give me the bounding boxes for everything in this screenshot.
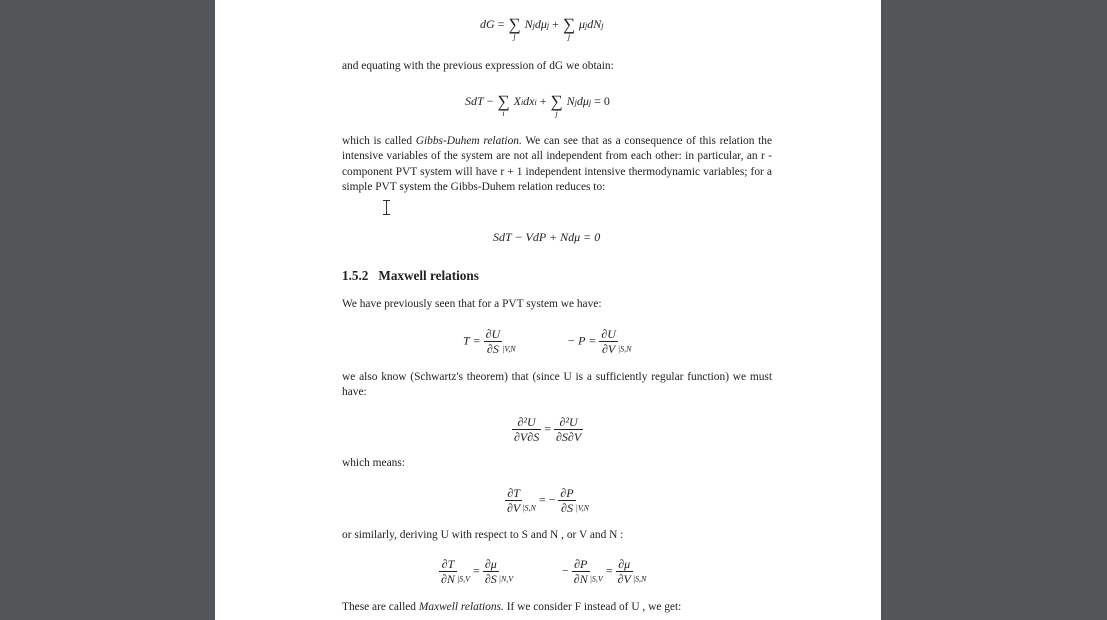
paragraph-schwartz: we also know (Schwartz's theorem) that (since U is a sufficiently regular function) we must have: bbox=[342, 371, 772, 398]
summation-symbol: ∑ j bbox=[562, 15, 575, 41]
equation-sdt: SdT − ∑ i Xidxi + ∑ j Njdμj = 0 bbox=[465, 92, 610, 118]
summation-symbol: ∑ i bbox=[497, 92, 510, 118]
paragraph-means: which means: bbox=[342, 457, 405, 469]
text-cursor-icon bbox=[383, 200, 391, 216]
equation-maxwell-1: $\frac{\partial T}{\partial V}$ $_{|S,N}$ = − $\frac{\partial P}{\partial S}$ $_{|V,N}$ bbox=[507, 486, 590, 515]
paragraph-previously: We have previously seen that for a PVT system we have: bbox=[342, 298, 602, 310]
summation-symbol: ∑ j bbox=[508, 15, 521, 41]
equation-maxwell-2: $\frac{\partial T}{\partial N}$ $_{|S,V}$ = $\frac{\partial\mu}{\partial S}$ $_{|N,V}$ bbox=[441, 557, 514, 586]
equation-gibbs-duhem-simple: SdT − VdP + Ndμ = 0 bbox=[493, 230, 601, 244]
section-heading: 1.5.2 Maxwell relations bbox=[342, 268, 479, 283]
paragraph-maxwell: These are called Maxwell relations. If we consider F instead of U , we get: bbox=[342, 601, 682, 613]
equation-maxwell-3: − $\frac{\partial P}{\partial N}$ $_{|S,V}$ = $\frac{\partial\mu}{\partial V}$ $_{|S,N}$ bbox=[562, 557, 647, 586]
equation-pressure: − P = $\frac{\partial U}{\partial V}$ $_{|S,N}$ bbox=[567, 327, 632, 356]
paragraph-gibbs-duhem: which is called Gibbs-Duhem relation. We can see that as a consequence of this relation the intensive variables of the system are not all independent from each other: in particular, an r -component PVT system will have r + 1 independent intensive thermodynamic variables; for a simple PVT system the Gibbs-Duhem relation reduces to: bbox=[342, 135, 773, 193]
equation-temperature: T = $\frac{\partial U}{\partial S}$ $_{|V,N}$ bbox=[463, 327, 516, 356]
equation-mixed-derivatives: $\frac{\text{∂²U}}{\partial V\partial S}$ = $\frac{\text{∂²U}}{\partial S\partial V}$ bbox=[514, 415, 582, 444]
summation-symbol: ∑ j bbox=[550, 92, 563, 118]
paragraph-equating: and equating with the previous expression of dG we obtain: bbox=[342, 60, 614, 72]
equation-dG: dG = ∑ j Njdμj + ∑ j μjdNj bbox=[480, 15, 604, 41]
paragraph-similarly: or similarly, deriving U with respect to S and N , or V and N : bbox=[342, 529, 624, 541]
document-page bbox=[215, 0, 881, 620]
